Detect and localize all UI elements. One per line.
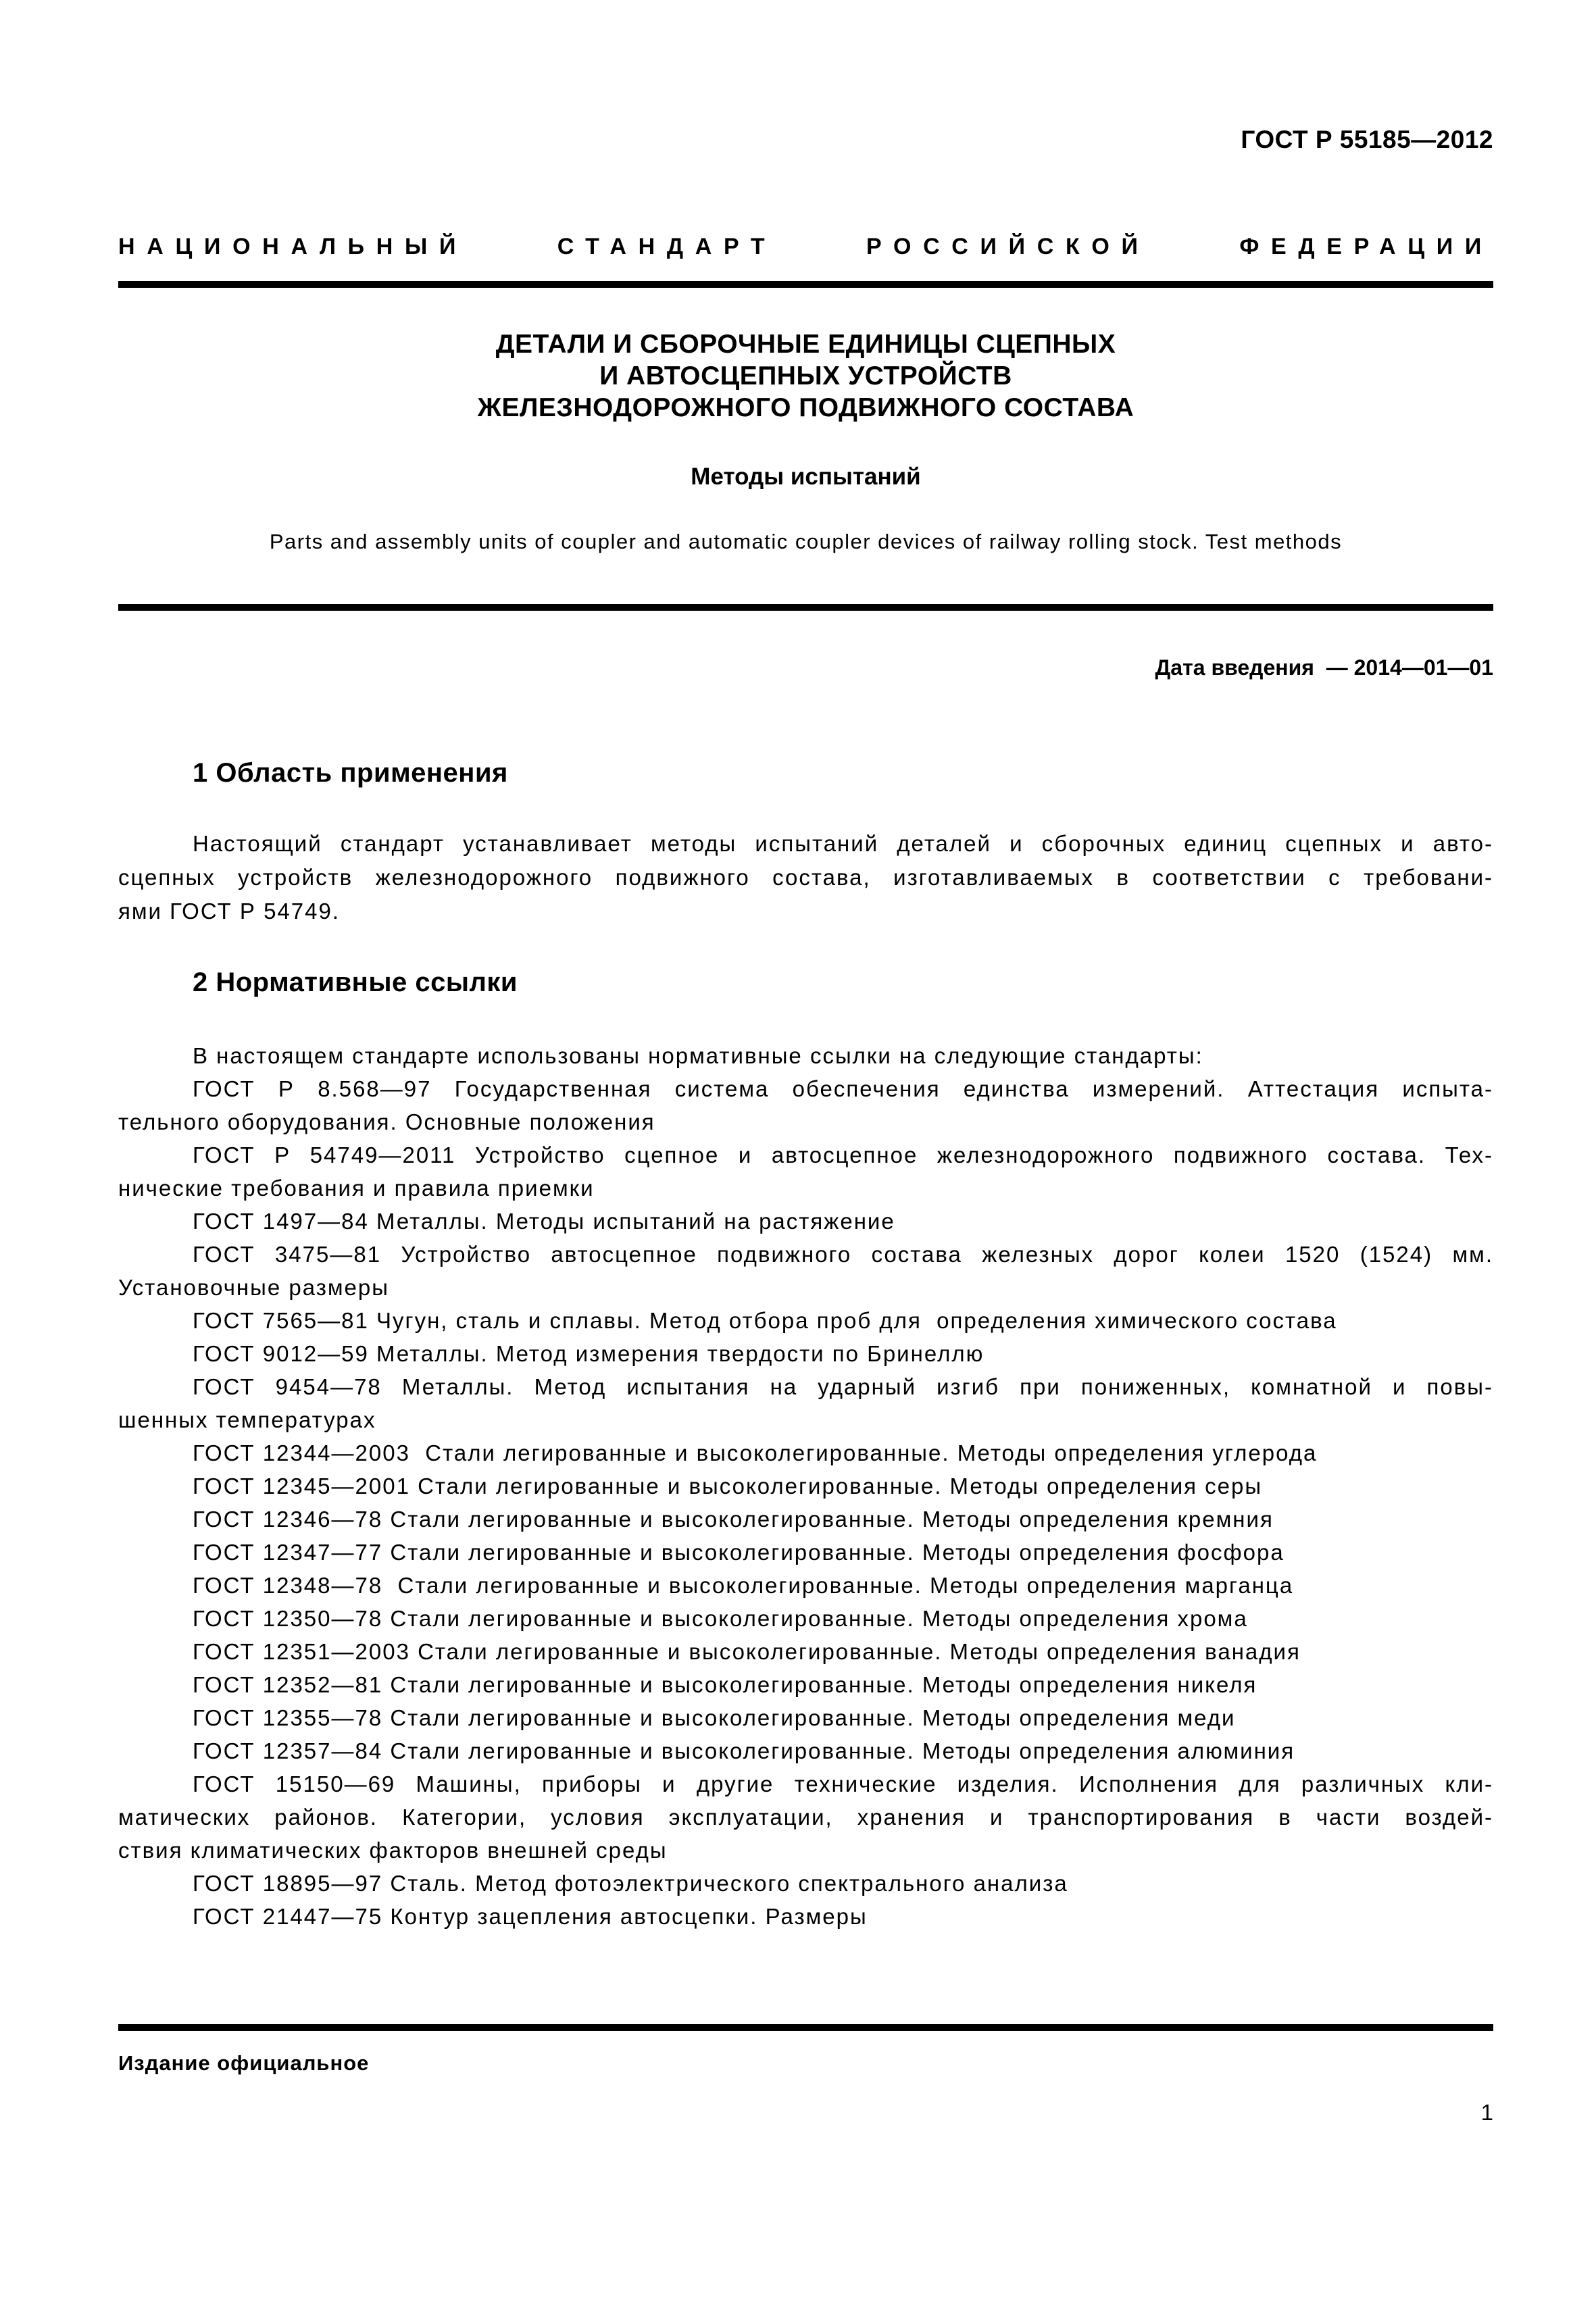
text-line: ГОСТ 7565—81 Чугун, сталь и сплавы. Метод отбора проб для определения химического состава	[193, 1308, 1337, 1333]
text-line: ями ГОСТ Р 54749.	[118, 899, 341, 924]
effective-date: Дата введения — 2014—01—01	[1155, 655, 1493, 680]
doc-title-line-2: И АВТОСЦЕПНЫХ УСТРОЙСТВ	[599, 361, 1012, 391]
section-2-heading: 2 Нормативные ссылки	[193, 967, 518, 997]
standard-type-banner: НАЦИОНАЛЬНЫЙ СТАНДАРТ РОССИЙСКОЙ ФЕДЕРАЦИИ	[118, 234, 1493, 259]
doc-title-line-1: ДЕТАЛИ И СБОРОЧНЫЕ ЕДИНИЦЫ СЦЕПНЫХ	[495, 330, 1116, 359]
text-line: ГОСТ 1497—84 Металлы. Методы испытаний на растяжение	[193, 1209, 895, 1234]
text-line: ГОСТ 12344—2003 Стали легированные и высоколегированные. Методы определения углерода	[193, 1440, 1318, 1465]
section-1-body	[118, 827, 1493, 928]
divider-rule-under-title	[118, 604, 1493, 611]
text-line: ГОСТ 21447—75 Контур зацепления автосцепки. Размеры	[193, 1904, 868, 1929]
doc-title-english: Parts and assembly units of coupler and automatic coupler devices of railway rolling stock. Test methods	[269, 530, 1343, 553]
divider-rule-footer	[118, 2024, 1493, 2031]
text-line: ГОСТ 9012—59 Металлы. Метод измерения твердости по Бринеллю	[193, 1341, 984, 1366]
doc-title-line-3: ЖЕЛЕЗНОДОРОЖНОГО ПОДВИЖНОГО СОСТАВА	[477, 393, 1134, 422]
doc-number-header: ГОСТ Р 55185—2012	[1241, 126, 1493, 153]
text-line: нические требования и правила приемки	[118, 1176, 595, 1201]
text-line: ГОСТ 12351—2003 Стали легированные и высоколегированные. Методы определения ванадия	[193, 1639, 1301, 1664]
section-2-body	[118, 1039, 1493, 1933]
text-line: ГОСТ 12355—78 Стали легированные и высоколегированные. Методы определения меди	[193, 1705, 1236, 1730]
text-line: ГОСТ 12352—81 Стали легированные и высоколегированные. Методы определения никеля	[193, 1672, 1257, 1697]
text-line: ГОСТ 12346—78 Стали легированные и высоколегированные. Методы определения кремния	[193, 1507, 1274, 1532]
text-line: матических районов. Категории, условия эксплуатации, хранения и транспортирования в части воздей-	[118, 1805, 1493, 1830]
text-line: ГОСТ 15150—69 Машины, приборы и другие технические изделия. Исполнения для различных кли-	[193, 1771, 1493, 1796]
text-line: В настоящем стандарте использованы нормативные ссылки на следующие стандарты:	[193, 1043, 1203, 1068]
text-line: ГОСТ 18895—97 Сталь. Метод фотоэлектрического спектрального анализа	[193, 1871, 1068, 1896]
text-line: сцепных устройств железнодорожного подвижного состава, изготавливаемых в соответствии с требовани-	[118, 865, 1493, 890]
text-line: ГОСТ Р 8.568—97 Государственная система обеспечения единства измерений. Аттестация испыта-	[193, 1076, 1493, 1101]
text-line: ствия климатических факторов внешней среды	[118, 1838, 668, 1863]
text-line: ГОСТ 12350—78 Стали легированные и высоколегированные. Методы определения хрома	[193, 1606, 1248, 1631]
page-number: 1	[1480, 2100, 1493, 2125]
text-line: ГОСТ 12347—77 Стали легированные и высоколегированные. Методы определения фосфора	[193, 1540, 1285, 1565]
text-line: Установочные размеры	[118, 1275, 389, 1300]
doc-subtitle: Методы испытаний	[691, 463, 921, 490]
section-1-heading: 1 Область применения	[193, 758, 508, 788]
text-line: ГОСТ Р 54749—2011 Устройство сцепное и автосцепное железнодорожного подвижного состава. Тех-	[193, 1142, 1493, 1167]
edition-note: Издание официальное	[118, 2051, 370, 2075]
text-line: шенных температурах	[118, 1407, 376, 1432]
text-line: ГОСТ 12348—78 Стали легированные и высоколегированные. Методы определения марганца	[193, 1573, 1294, 1598]
text-line: Настоящий стандарт устанавливает методы испытаний деталей и сборочных единиц сцепных и авто-	[193, 831, 1493, 856]
text-line: тельного оборудования. Основные положения	[118, 1109, 655, 1134]
text-line: ГОСТ 9454—78 Металлы. Метод испытания на ударный изгиб при пониженных, комнатной и повы-	[193, 1374, 1493, 1399]
text-line: ГОСТ 12345—2001 Стали легированные и высоколегированные. Методы определения серы	[193, 1474, 1263, 1499]
text-line: ГОСТ 12357—84 Стали легированные и высоколегированные. Методы определения алюминия	[193, 1738, 1295, 1763]
text-line: ГОСТ 3475—81 Устройство автосцепное подвижного состава железных дорог колеи 1520 (1524) мм.	[193, 1242, 1493, 1267]
divider-rule-top	[118, 281, 1493, 288]
doc-title	[118, 328, 1493, 424]
